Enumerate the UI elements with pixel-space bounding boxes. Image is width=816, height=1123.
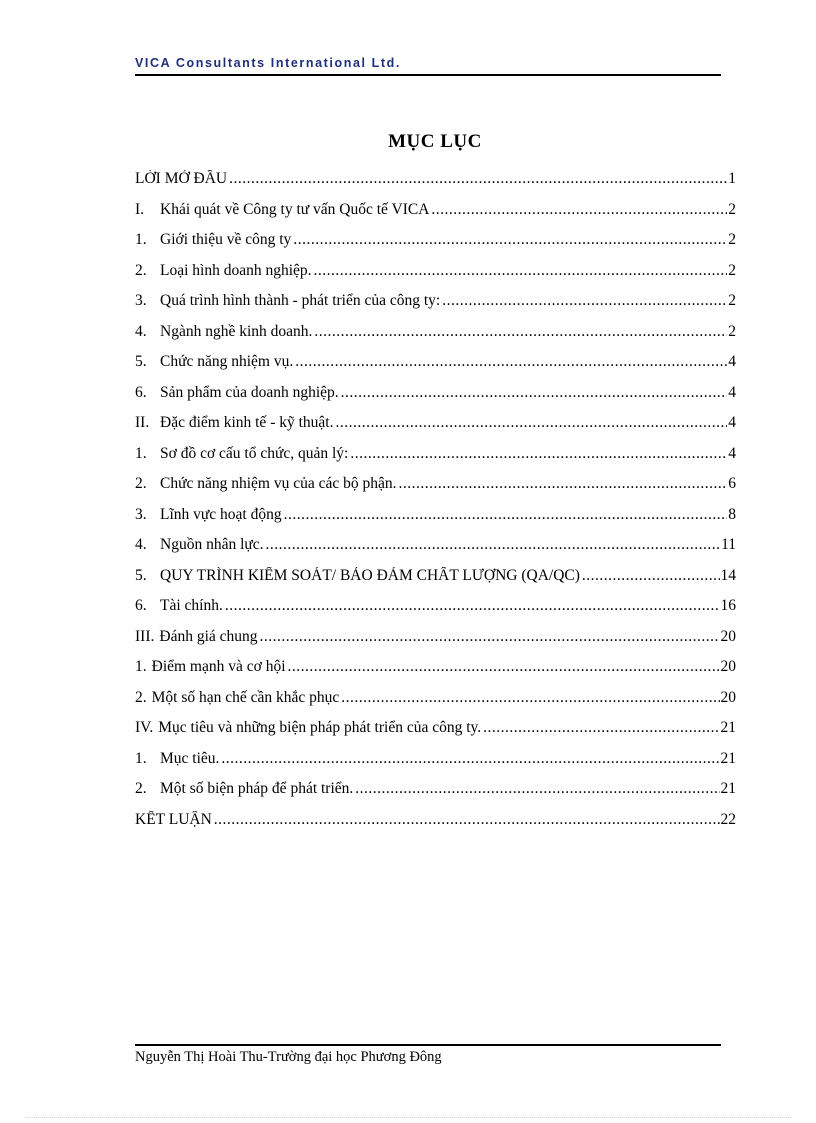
toc-dot-leader bbox=[399, 475, 728, 493]
toc-entry-label: Chức năng nhiệm vụ. bbox=[160, 353, 294, 370]
toc-entry-number: 1. bbox=[135, 658, 147, 675]
toc-entry-page: 1 bbox=[728, 170, 736, 187]
toc-entry-number: 2. bbox=[135, 475, 147, 492]
toc-entry[interactable] bbox=[135, 414, 736, 445]
toc-entry-page: 2 bbox=[728, 322, 736, 340]
toc-dot-leader bbox=[314, 262, 728, 280]
toc-entry[interactable] bbox=[135, 506, 736, 537]
footer-author: Nguyễn Thị Hoài Thu-Trường đại học Phương Đông bbox=[135, 1049, 442, 1065]
toc-entry[interactable] bbox=[135, 201, 736, 232]
toc-dot-leader bbox=[260, 628, 720, 646]
toc-entry[interactable] bbox=[135, 262, 736, 293]
toc-entry[interactable] bbox=[135, 292, 736, 323]
toc-entry-page: 20 bbox=[720, 658, 736, 675]
toc-dot-leader bbox=[288, 658, 720, 676]
toc-entry-label: Mục tiêu. bbox=[160, 749, 220, 767]
toc-entry-number: 4. bbox=[135, 536, 147, 553]
toc-entry[interactable] bbox=[135, 658, 736, 689]
toc-entry[interactable] bbox=[135, 689, 736, 720]
footer-divider bbox=[135, 1044, 721, 1046]
toc-entry-page: 2 bbox=[728, 231, 736, 248]
toc-dot-leader bbox=[582, 567, 720, 585]
toc-entry-label: Đặc điểm kinh tế - kỹ thuật. bbox=[160, 414, 334, 431]
toc-entry-label: Nguồn nhân lực. bbox=[160, 536, 264, 553]
toc-entry-label: Quá trình hình thành - phát triển của công ty: bbox=[160, 292, 441, 309]
toc-entry-page: 2 bbox=[728, 200, 736, 218]
toc-entry-label: Sản phẩm của doanh nghiệp. bbox=[160, 383, 339, 401]
toc-entry-number: IV. bbox=[135, 719, 154, 736]
toc-entry-label: Sơ đồ cơ cấu tổ chức, quản lý: bbox=[160, 444, 349, 462]
toc-entry-number: III. bbox=[135, 627, 155, 645]
toc-entry-label: KẾT LUẬN bbox=[135, 810, 212, 828]
toc-entry-label: Tài chính. bbox=[160, 597, 223, 614]
toc-dot-leader bbox=[350, 445, 727, 463]
toc-entry-number: 1. bbox=[135, 749, 147, 767]
toc-entry-page: 4 bbox=[728, 414, 736, 431]
toc-entry[interactable] bbox=[135, 536, 736, 567]
toc-entry-number: 2. bbox=[135, 780, 147, 797]
toc-entry[interactable] bbox=[135, 811, 736, 842]
toc-dot-leader bbox=[431, 201, 727, 219]
toc-entry[interactable] bbox=[135, 780, 736, 811]
toc-entry-number: 1. bbox=[135, 444, 147, 462]
toc-entry-page: 4 bbox=[728, 353, 736, 370]
toc-entry-label: Mục tiêu và những biện pháp phát triển của công ty. bbox=[158, 719, 482, 736]
toc-entry-page: 21 bbox=[720, 719, 736, 736]
toc-entry-number: 4. bbox=[135, 322, 147, 340]
toc-entry-page: 22 bbox=[720, 810, 736, 828]
toc-entry-number: I. bbox=[135, 200, 145, 218]
toc-dot-leader bbox=[295, 353, 727, 371]
toc-entry[interactable] bbox=[135, 750, 736, 781]
table-of-contents bbox=[135, 170, 736, 841]
toc-entry-number: 3. bbox=[135, 505, 147, 523]
toc-entry[interactable] bbox=[135, 170, 736, 201]
toc-entry-number: 6. bbox=[135, 597, 147, 614]
toc-entry-label: Lĩnh vực hoạt động bbox=[160, 505, 282, 523]
toc-dot-leader bbox=[221, 750, 719, 768]
page-bottom-border bbox=[25, 1117, 791, 1118]
toc-dot-leader bbox=[335, 414, 727, 432]
toc-entry[interactable] bbox=[135, 384, 736, 415]
toc-entry[interactable] bbox=[135, 597, 736, 628]
toc-dot-leader bbox=[355, 780, 719, 798]
toc-entry-label: Điểm mạnh và cơ hội bbox=[151, 658, 286, 675]
toc-entry-number: 2. bbox=[135, 688, 147, 706]
toc-entry-page: 2 bbox=[728, 292, 736, 309]
toc-dot-leader bbox=[483, 719, 719, 737]
toc-entry-number: 2. bbox=[135, 261, 147, 279]
toc-entry[interactable] bbox=[135, 628, 736, 659]
toc-entry-label: Một số hạn chế cần khắc phục bbox=[151, 688, 340, 706]
toc-entry-page: 20 bbox=[720, 688, 736, 706]
header-divider bbox=[135, 74, 721, 76]
toc-dot-leader bbox=[229, 170, 727, 188]
toc-entry-page: 4 bbox=[728, 444, 736, 462]
toc-entry-label: Ngành nghề kinh doanh. bbox=[160, 322, 313, 340]
toc-entry[interactable] bbox=[135, 353, 736, 384]
toc-entry[interactable] bbox=[135, 323, 736, 354]
toc-entry-label: LỜI MỞ ĐẦU bbox=[135, 170, 228, 187]
toc-entry-label: Khái quát về Công ty tư vấn Quốc tế VICA bbox=[160, 200, 430, 218]
toc-dot-leader bbox=[225, 597, 720, 615]
toc-entry-page: 6 bbox=[728, 475, 736, 492]
toc-entry-label: Chức năng nhiệm vụ của các bộ phận. bbox=[160, 475, 397, 492]
toc-dot-leader bbox=[293, 231, 727, 249]
toc-entry[interactable] bbox=[135, 567, 736, 598]
toc-dot-leader bbox=[284, 506, 728, 524]
toc-entry-page: 11 bbox=[721, 536, 736, 553]
toc-entry-page: 21 bbox=[720, 749, 736, 767]
toc-dot-leader bbox=[266, 536, 721, 554]
header-company-name: VICA Consultants International Ltd. bbox=[135, 56, 401, 70]
toc-dot-leader bbox=[442, 292, 727, 310]
toc-entry-number: 5. bbox=[135, 353, 147, 370]
toc-entry-label: Loại hình doanh nghiệp. bbox=[160, 261, 312, 279]
toc-entry-page: 21 bbox=[720, 780, 736, 797]
toc-entry-page: 14 bbox=[720, 566, 736, 584]
toc-entry-label: Giới thiệu về công ty bbox=[160, 231, 292, 248]
toc-entry-number: 3. bbox=[135, 292, 147, 309]
toc-dot-leader bbox=[314, 323, 727, 341]
toc-entry-label: QUY TRÌNH KIỂM SOÁT/ BẢO ĐẢM CHẤT LƯỢNG (QA/QC) bbox=[160, 566, 580, 584]
page-title: MỤC LỤC bbox=[388, 131, 482, 152]
toc-entry-page: 20 bbox=[720, 627, 736, 645]
toc-entry-number: 1. bbox=[135, 231, 147, 248]
toc-entry-page: 16 bbox=[720, 597, 736, 614]
toc-entry-page: 8 bbox=[728, 505, 736, 523]
toc-entry[interactable] bbox=[135, 445, 736, 476]
toc-dot-leader bbox=[214, 811, 720, 829]
toc-entry-label: Đánh giá chung bbox=[159, 627, 258, 645]
toc-entry-number: 5. bbox=[135, 566, 147, 584]
toc-entry[interactable] bbox=[135, 231, 736, 262]
toc-entry-number: 6. bbox=[135, 383, 147, 401]
toc-entry[interactable] bbox=[135, 719, 736, 750]
toc-entry-page: 2 bbox=[728, 261, 736, 279]
toc-entry[interactable] bbox=[135, 475, 736, 506]
toc-entry-label: Một số biện pháp để phát triển. bbox=[160, 780, 354, 797]
toc-entry-page: 4 bbox=[728, 383, 736, 401]
toc-dot-leader bbox=[341, 689, 719, 707]
toc-dot-leader bbox=[341, 384, 728, 402]
toc-entry-number: II. bbox=[135, 414, 150, 431]
